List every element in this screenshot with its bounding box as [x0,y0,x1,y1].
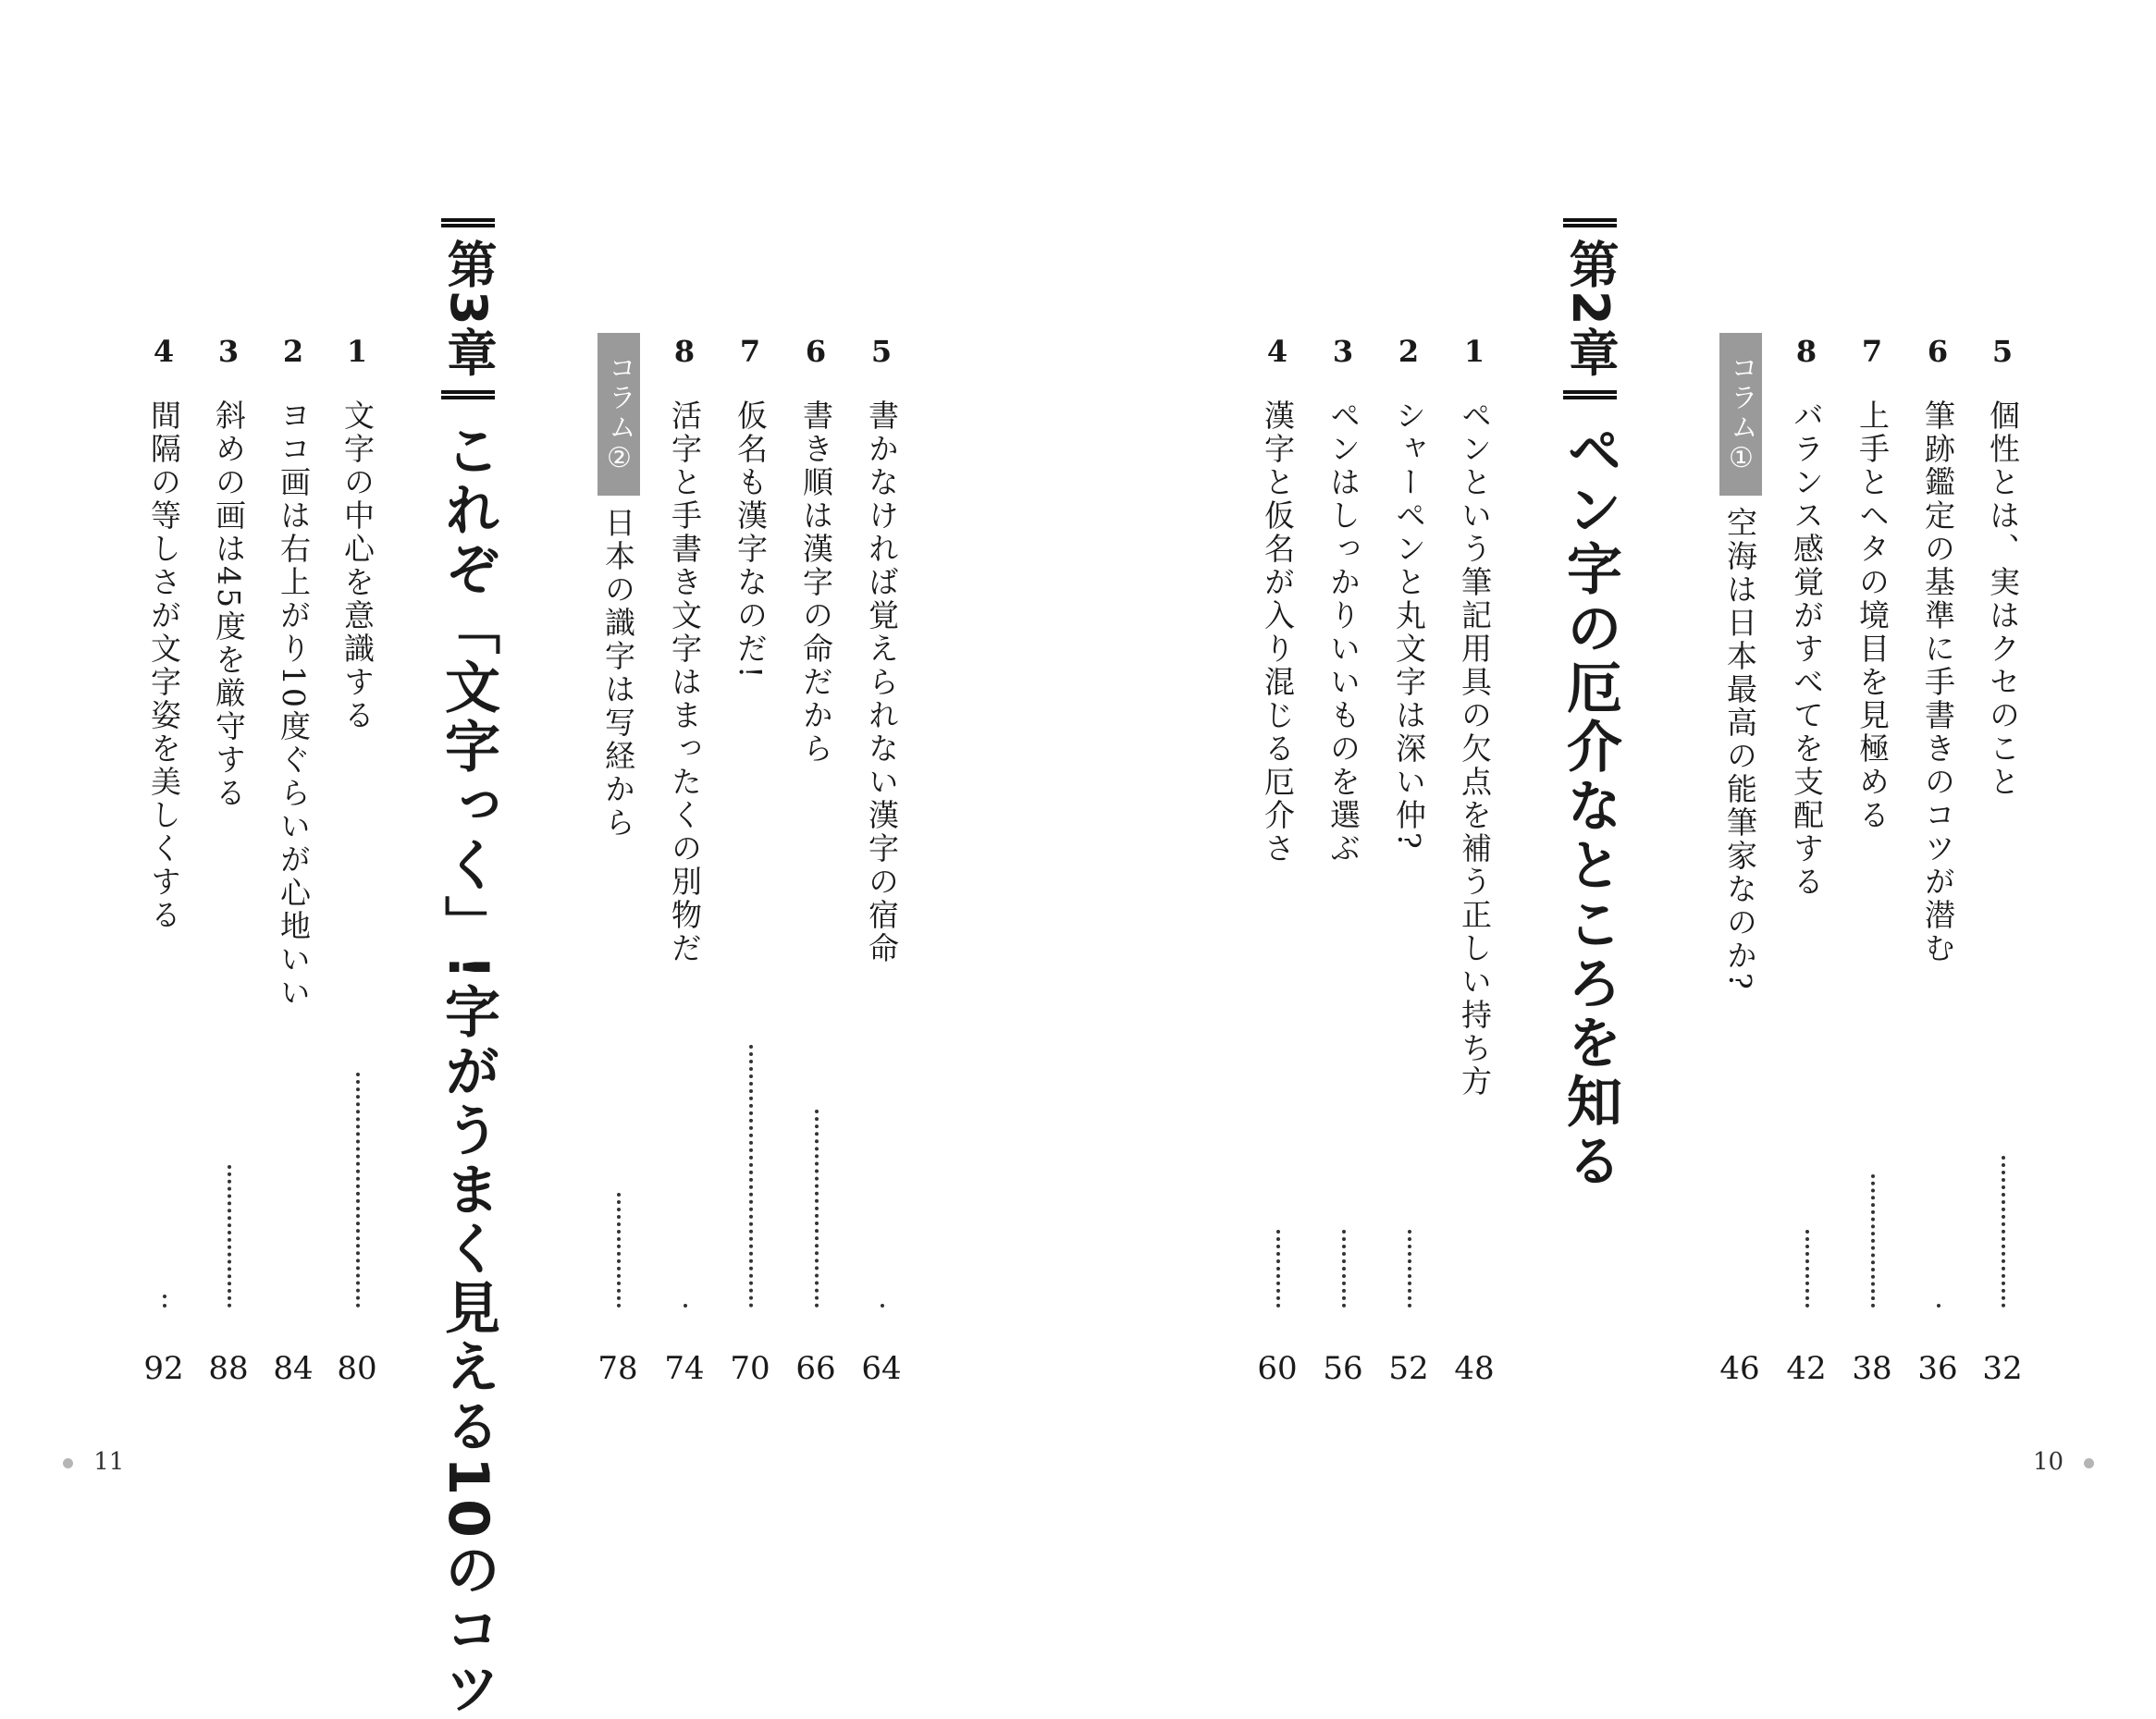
column-title: 空海は日本最高の能筆家なのか? [1722,507,1758,992]
leader-dots [1937,1304,1940,1308]
column-badge: コラム② [598,333,640,496]
entry-number: 2 [282,334,304,369]
column-page-number: 46 [1719,1350,1760,1387]
entry-number: 3 [217,334,240,369]
toc-entry[interactable] [1852,333,1892,1387]
entry-title: 漢字と仮名が入り混じる厄介さ [1260,399,1296,866]
page-folio-right [2033,1446,2094,1478]
toc-entry[interactable] [1323,333,1363,1387]
entry-page-number: 36 [1917,1350,1958,1387]
entry-page-number: 84 [273,1350,314,1387]
entry-number: 7 [1861,334,1883,369]
entry-number: 1 [1463,334,1485,369]
entry-page-number: 88 [208,1350,249,1387]
leader-dots [2002,1156,2005,1308]
entry-title: 間隔の等しさが文字姿を美しくする [146,399,182,932]
leader-dots [815,1110,819,1308]
chapter-rule-top [441,218,495,227]
toc-entry[interactable] [861,333,902,1387]
column-badge: コラム① [1719,333,1762,496]
entry-number: 4 [1266,334,1288,369]
entry-number: 1 [346,334,368,369]
entry-title: 書かなければ覚えられない漢字の宿命 [864,399,900,965]
entry-page-number: 74 [664,1350,705,1387]
folio-number: 10 [2033,1448,2064,1476]
entry-title: 上手とヘタの境目を見極める [1854,399,1891,832]
entry-title: 仮名も漢字なのだ! [733,399,769,681]
entry-number: 8 [673,334,696,369]
column-page-number: 78 [598,1350,638,1387]
entry-page-number: 32 [1982,1350,2023,1387]
toc-entry[interactable] [208,333,249,1387]
entry-number: 2 [1398,334,1420,369]
chapter-title: ペン字の厄介なところを知る [1558,422,1622,1191]
chapter-heading[interactable] [436,218,500,1719]
entry-title: 文字の中心を意識する [339,399,376,732]
folio-number: 11 [93,1448,125,1476]
entry-page-number: 70 [730,1350,770,1387]
entry-page-number: 66 [795,1350,836,1387]
entry-page-number: 64 [861,1350,902,1387]
toc-entry[interactable] [1454,333,1495,1387]
toc-entry[interactable] [795,333,836,1387]
toc-entry[interactable] [143,333,184,1387]
entry-number: 5 [870,334,893,369]
entry-title: ペンはしっかりいいものを選ぶ [1325,399,1361,866]
entry-number: 6 [805,334,827,369]
chapter-heading[interactable] [1558,218,1622,1411]
leader-dots [1342,1230,1346,1308]
folio-dot-icon [63,1458,73,1468]
folio-dot-icon [2084,1458,2094,1468]
leader-dots [228,1165,231,1308]
toc-entry[interactable] [337,333,377,1387]
leader-dots [1871,1174,1875,1308]
entry-title: 斜めの画は45度を厳守する [211,399,247,810]
entry-title: ヨコ画は右上がり10度ぐらいが心地いい [276,399,312,1010]
entry-title: 書き順は漢字の命だから [798,399,834,766]
leader-dots [1408,1230,1411,1308]
toc-entry[interactable] [1786,333,1827,1387]
leader-dots [1276,1230,1280,1308]
toc-entry[interactable] [1388,333,1429,1387]
leader-dots [163,1295,166,1308]
entry-number: 8 [1795,334,1817,369]
entry-page-number: 42 [1786,1350,1827,1387]
entry-title: 個性とは、実はクセのこと [1985,399,2021,799]
entry-title: ペンという筆記用具の欠点を補う正しい持ち方 [1457,399,1493,1099]
entry-number: 4 [153,334,175,369]
toc-entry[interactable] [273,333,314,1387]
entry-number: 3 [1332,334,1354,369]
entry-page-number: 60 [1257,1350,1298,1387]
entry-title: シャーペンと丸文字は深い仲? [1391,399,1427,852]
column-title: 日本の識字は写経から [600,507,636,840]
entry-page-number: 56 [1323,1350,1363,1387]
leader-dots [881,1304,884,1308]
toc-entry[interactable] [664,333,705,1387]
entry-title: 筆跡鑑定の基準に手書きのコツが潜む [1920,399,1956,965]
entry-page-number: 92 [143,1350,184,1387]
toc-entry[interactable] [1257,333,1298,1387]
entry-title: バランス感覚がすべてを支配する [1789,399,1825,899]
entry-page-number: 48 [1454,1350,1495,1387]
leader-dots [1805,1230,1809,1308]
chapter-rule-bottom [1563,390,1617,399]
chapter-title: これぞ「文字っく」!字がうまく見える10のコツ [436,422,500,1719]
leader-dots [749,1045,753,1308]
entry-page-number: 38 [1852,1350,1892,1387]
toc-entry[interactable] [1917,333,1958,1387]
chapter-label: 第2章 [1561,239,1620,379]
chapter-rule-bottom [441,390,495,399]
page-folio-left [63,1446,124,1478]
entry-number: 5 [1991,334,2014,369]
leader-dots [684,1304,687,1308]
entry-title: 活字と手書き文字はまったくの別物だ [667,399,703,965]
leader-dots [617,1193,621,1308]
entry-number: 7 [739,334,761,369]
entry-number: 6 [1927,334,1949,369]
chapter-rule-top [1563,218,1617,227]
leader-dots [356,1073,360,1308]
column-entry[interactable] [1719,333,1760,1387]
toc-entry[interactable] [1982,333,2023,1387]
entry-page-number: 80 [337,1350,377,1387]
toc-entry[interactable] [730,333,770,1387]
entry-page-number: 52 [1388,1350,1429,1387]
column-entry[interactable] [598,333,638,1387]
chapter-label: 第3章 [439,239,498,379]
